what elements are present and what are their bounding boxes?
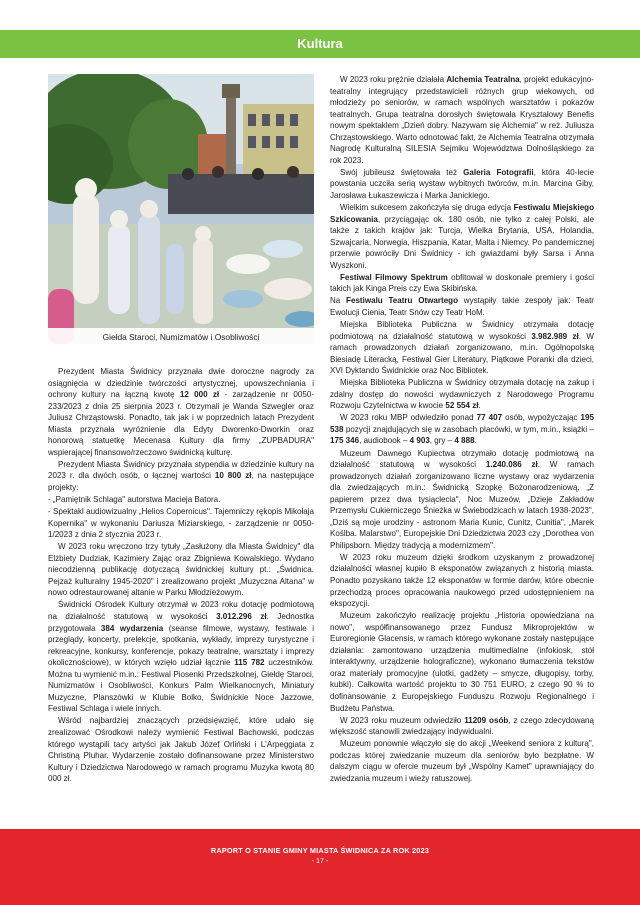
bold-value: 1.240.086 zł [485,460,538,470]
paragraph [330,202,594,271]
text-run: Wielkim sukcesem zakończyła się druga edycja [340,203,514,213]
bold-value: 3.012.296 zł [216,611,267,621]
bold-value: Festiwalu Teatru Otwartego [346,296,459,306]
paragraph [330,272,594,295]
photo-flea-market [48,74,314,344]
text-run: W 2023 roku prężnie działała [340,75,447,84]
bold-value: Festiwal Filmowy Spektrum [340,272,448,282]
text-run: Swój jubileusz świętowała też [340,167,464,177]
bold-value: Festiwalu Miejskiego Szkicowania [330,203,595,224]
text-run: osób, wypożyczając [502,413,581,423]
text-run: pozycji znajdujących się w zasobach placówki, w tym, m.in., książki – [343,424,594,434]
text-run: . [478,401,481,411]
bold-value: 115 782 [234,658,265,668]
text-run: , gry – [429,436,455,446]
text-run: - „Pamiętnik Schlaga" autorstwa Macieja Batora. [48,495,221,505]
text-run: W 2023 roku MBP odwiedziło ponad [340,413,477,423]
text-run: wystąpiły takie zespoły jak: Teatr Ewolucji Cienia, Teatr Snów czy Teatr HoM. [330,296,594,317]
paragraph [48,459,314,494]
paragraph [48,494,314,506]
paragraph [330,377,594,412]
text-run: Muzeum ponownie włączyło się do akcji „Weekend seniora z kulturą", podczas której zwiedzanie muzeum dla seniorów było bezpłatne. W dalszym ciągu w ofercie muzeum był „Wspólny Kamet" uprawniający do zwiedzania muzeum i wieży ratuszowej. [330,739,594,783]
page-footer [0,829,640,905]
text-run: Muzeum zakończyło realizację projektu „Historia opowiedziana na nowo", współfinansowanego przez Fundusz Mikroprojektów w Euroregionie Glacensis, w ramach którego wykonane zostały następujące działania: zamontowano urządzenia multimedialne (infokiosk, stół interaktywny, urządzenie holograficzne), wykonano tłumaczenia tekstów oraz materiały promocyjne (ulotki, gadżety – smycze, długopisy, torby, kubki). Całkowita wartość projektu to 30 751 EURO, z czego 90 % to dofinansowanie z Europejskiego Funduszu Rozwoju Regionalnego i Budżetu Państwa. [330,611,594,713]
text-run: Muzeum Dawnego Kupiectwa otrzymało dotację podmiotową na działalność statutową w wysokości [330,448,594,470]
text-run: obfitował w doskonałe premiery i gości takich jak Kinga Preis czy Ewa Skibińska. [330,272,595,294]
photo-caption: Giełda Staroci, Numizmatów i Osobliwości [48,328,314,346]
paragraph [330,167,594,202]
bold-value: 11209 osób [464,715,509,725]
bold-value: 195 538 [330,413,594,434]
paragraph [330,295,594,318]
paragraph [48,541,314,599]
bold-value: 10 800 zł [214,471,252,481]
text-run: - Spektakl audiowizualny „Helios Copernicus". Tajemniczy rękopis Mikołaja Kopernika" w wykonaniu Dariusza Miziarskiego, - zarządzenie nr 0050-1/2023 z dnia 2 stycznia 2023 r. [48,507,314,540]
paragraph [48,599,314,714]
text-run: . W ramach prowadzonych działań zorganizowano, m.in. Ogólnopolską Biesiadę Literacką, Festiwal Gier Literatury, Piątkowe Poranki dla dzieci, XVI Dyktando Świdnickie oraz Noc Bibliotek. [330,331,594,376]
text-run: W 2023 roku muzeum dzięki środkom uzyskanym z prowadzonej działalności własnej kupiło 8 eksponatów związanych z historią miasta. Ponadto pozyskano także 12 eksponatów w formie darów, które obecnie przechodzą proces opracowania naukowego przed udostępnieniem na ekspozycji. [330,552,594,609]
text-run: , która 40-lecie powstania uczciła serią wystaw wybitnych twórców, m.in. Marcina Giby, Jarosława Łukaszewicza i Marka Janickiego. [330,167,594,200]
text-run: , z czego zdecydowaną większość stanowili zwiedzający indywidualni. [330,715,594,737]
text-run: Świdnicki Ośrodek Kultury otrzymał w 2023 roku dotację podmiotową na działalność statutową w wysokości [48,600,314,621]
text-run: - zarządzenie nr 0050-233/2023 z dnia 25 sierpnia 2023 r. Otrzymali je Wanda Szwegler oraz Juliusz Chrząstowski. Ponadto, tak jak i w poprzednich latach Prezydent Miasta przyznała wyróżnienie dla Edyty Dworenko-Dworkin oraz honorową statuetkę Mecenasa Kultury dla firmy „ZUPBADURA" wspierającej finansowo/rzeczowo świdnicką kulturę. [48,390,314,457]
bold-value: Alchemia Teatralna [446,75,520,84]
text-run: Prezydent Miasta Świdnicy przyznała stypendia w dziedzinie kultury na 2023 r. dla dwóch osób, o łącznej wartości [48,459,314,481]
paragraph [330,552,594,610]
paragraph [330,412,594,447]
text-run: Miejska Biblioteka Publiczna w Świdnicy otrzymała dotację podmiotową na działalność statutową w wysokości [330,319,594,341]
bold-value: 4 903 [409,436,430,446]
text-run: W 2023 roku wręczono trzy tytuły „Zasłużony dla Miasta Świdnicy" dla Elżbiety Dudziak, Kazimiery Zając oraz Zbigniewa Kowalskiego. Wydano niecodzienną publikację dotyczącą świdnickiej kultury pt.: „Świdnica. Pejzaż kulturalny 1945-2020" i zrealizowano projekt „Muzyczna Altana" w nowo odrestaurowanej altanie w Parku Młodzieżowym. [48,542,314,598]
text-run: Wśród najbardziej znaczących przedsięwzięć, które udało się zrealizować Ośrodkowi należy wymienić Festiwal Bachowski, podczas którego wystąpili tacy artyści jak Jakub Józef Orliński i L'Arpeggiata z Christiną Pluhar. Wydarzenie zostało dofinansowane przez Ministerstwo Kultury i Dziedzictwa Narodowego w ramach programu Muzyka kwotą 80 000 zł. [48,716,314,784]
paragraph [48,506,314,541]
page-number: - 17 - [311,856,329,865]
bold-value: Galeria Fotografii [463,167,534,177]
bold-value: 77 407 [476,413,503,423]
section-header: Kultura [0,30,640,58]
text-run: . W ramach prowadzonych działań zorganizowano liczne wystawy oraz wydarzenia dla zwiedzających m.in.: Świdnicką Szopkę Bożonarodzeniową, „Z papierem przez dwa tysiąclecia", Noc Muzeów, „Dzieje Zakładów Przemysłu Cukierniczego Śnieżka w Świebodzicach w latach 1938-2023", „Dziś są moje urodziny - astronom Maria Kunic, Cunitz, Cunitia", „Marek Koślba. Malarstwo", Europejskie Dni Dziedzictwa 2023 czy „Dorothea von Philipsborn. Między tradycją a modernizmem". [330,460,594,550]
text-run: . Jednostka przygotowała [48,611,315,633]
text-run: Na [330,296,347,306]
text-run: uczestników. Można tu wymienić m.in.: Festiwal Piosenki Przedszkolnej, Giełdę Staroci, Numizmatów i Osobliwości, Konkurs Palm Wielkanocnych, Miniatury Muzyczne, Planszówki w Klubie Bolko, Świdnickie Noce Jazzowe, Festiwal Schlaga i wiele innych. [48,658,314,714]
text-run: , na następujące projekty: [48,471,314,492]
text-run: Miejska Biblioteka Publiczna w Świdnicy otrzymała dotację na zakup i zdalny dostęp do nowości wydawniczych z Narodowego Programu Rozwoju Czytelnictwa w kwocie [330,378,594,411]
bold-value: 52 554 zł [445,401,479,411]
text-run: (seanse filmowe, wystawy, festiwale i przeglądy, koncerty, prelekcje, spotkania, wykłady, imprezy turystyczne i rekreacyjne, konkursy, konferencje, pokazy teatralne, warsztaty i imprezy okolicznościowe), w których wzięło udział łącznie [48,623,314,668]
paragraph [330,715,594,738]
left-text-column [48,366,314,785]
bold-value: 175 346 [330,436,360,446]
paragraph [330,610,594,714]
paragraph [330,319,594,377]
text-run: , przyciągając ok. 180 osób, nie tylko z całej Polski, ale także z takich krajów jak: Turcja, Wielka Brytania, USA, Holandia, Szwajcaria, Norwegia, Hiszpania, Katar, Malta i Niemcy. Po pandemicznej przerwie powróciły Dni Świdnicy - ich gwiazdami były Sarsa i Anna Wyszkoni. [330,214,594,270]
bold-value: 384 wydarzenia [100,623,164,633]
paragraph [330,448,594,552]
text-run: , projekt edukacyjno-teatralny integrujący przedstawicieli różnych grup wiekowych, od młodzieży po seniorów, w ramach wspólnych warsztatów i pokazów teatralnych. Grupa teatralna dorosłych świętowała Kryształowy Benefis nowym spektaklem „Dzień dobry. Nazywam się Alchemia" w reż. Juliusza Chrząstowskiego. Warto odnotować fakt, że Alchemia Teatralna otrzymała Nagrodę Kulturalną SILESIA Sejmiku Województwa Dolnośląskiego za rok 2023. [330,75,594,165]
text-run: W 2023 roku muzeum odwiedziło [340,715,465,725]
bold-value: 12 000 zł [179,390,220,400]
text-run: Prezydent Miasta Świdnicy przyznała dwie doroczne nagrody za osiągnięcia w dziedzinie twórczości artystycznej, upowszechniania i ochrony kultury na łączną kwotę [48,367,314,400]
paragraph [48,715,314,784]
bold-value: 3.982.989 zł [531,331,579,341]
text-run: . [474,436,477,446]
right-text-column [330,74,594,785]
top-strip [0,0,640,10]
footer-report-title: RAPORT O STANIE GMINY MIASTA ŚWIDNICA ZA ROK 2023 [210,846,430,855]
text-run: , audiobook – [359,436,410,446]
photo-illustration [48,74,314,344]
paragraph [48,366,314,458]
paragraph [330,74,594,166]
bold-value: 4 888 [454,436,475,446]
paragraph [330,738,594,784]
